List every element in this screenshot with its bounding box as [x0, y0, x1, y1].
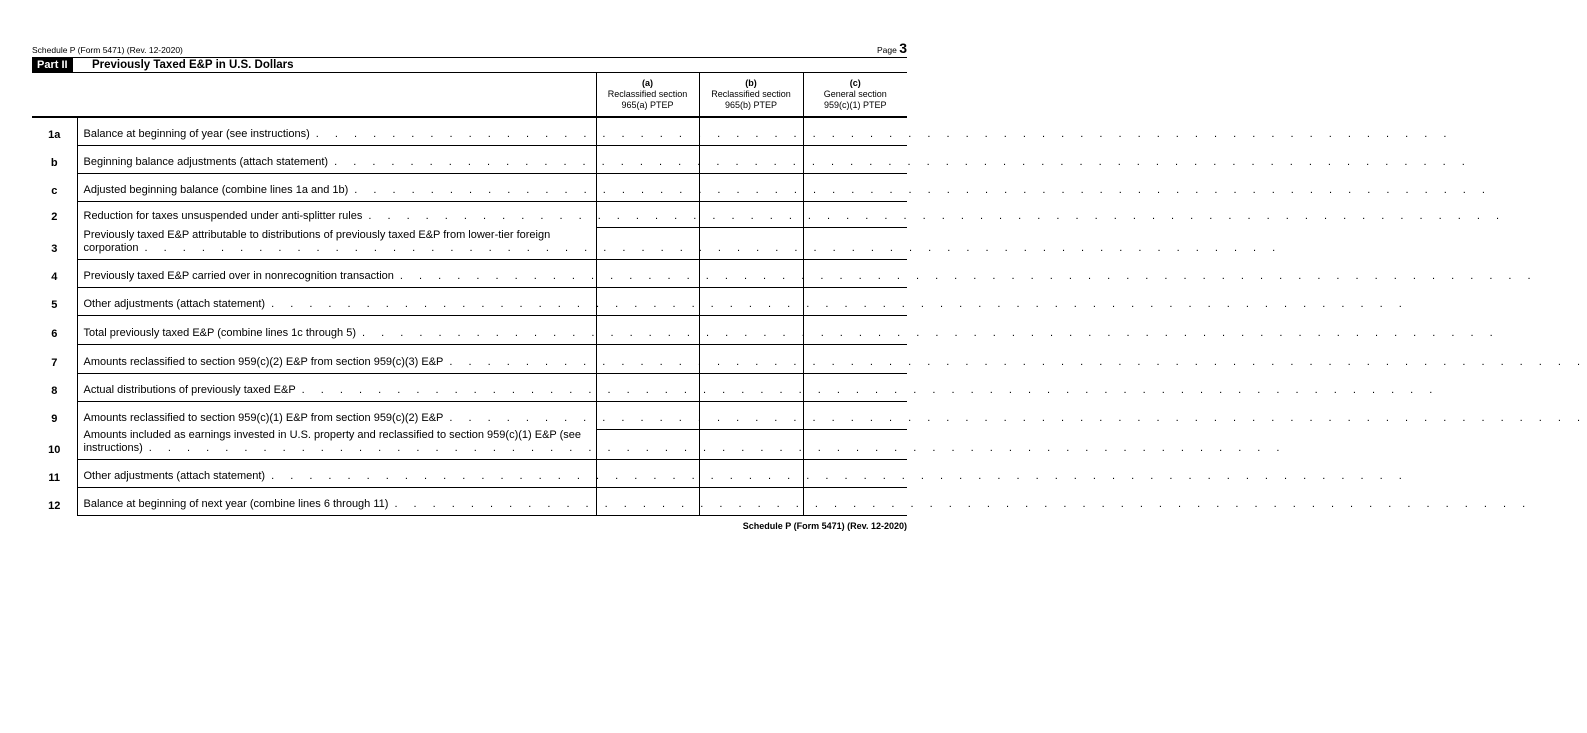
- line-number: 11: [48, 471, 61, 484]
- line-description: Actual distributions of previously taxed E&P: [83, 383, 296, 396]
- table-row: [32, 460, 907, 488]
- column-label: General section: [823, 88, 887, 99]
- part-header: [32, 57, 907, 73]
- table-row: [32, 201, 907, 227]
- description-cell: [77, 173, 1492, 201]
- line-description: Previously taxed E&P carried over in nonrecognition transaction: [83, 269, 394, 282]
- column-label: Reclassified section: [711, 88, 791, 99]
- line-description: Balance at beginning of next year (combine lines 6 through 11): [83, 498, 389, 510]
- footer-form-id: Schedule P (Form 5471) (Rev. 12-2020): [742, 521, 907, 531]
- column-label: 965(b) PTEP: [724, 99, 778, 110]
- dot-leader: . . . . . . . . . . . . . . . . . . . . . . . . . . . . . . . . . . . . . . . . . . . . . . . . . . . . . . . . . . . .: [271, 470, 1409, 482]
- table-row: [32, 259, 907, 287]
- table-row: [32, 173, 907, 201]
- line-description: Amounts reclassified to section 959(c)(1) E&P from section 959(c)(2) E&P: [83, 412, 444, 424]
- dot-leader: . . . . . . . . . . . . . . . . . . . . . . . . . . . . . . . . . . . . . . . . . . . . . . . . . . . . . . . . . . . .: [394, 498, 1532, 510]
- description-cell: [77, 315, 1500, 344]
- dot-leader: . . . . . . . . . . . . . . . . . . . . . . . . . . . . . . . . . . . . . . . . . . . . . . . . . . . . . . . . . . . .: [301, 383, 1439, 396]
- dot-leader: . . . . . . . . . . . . . . . . . . . . . . . . . . . . . . . . . . . . . . . . . . . . . . . . . . . . . . . . . . . .: [315, 127, 1453, 140]
- column-c-header: [803, 72, 907, 117]
- table-row: [32, 145, 907, 173]
- line-number: 9: [51, 413, 58, 425]
- description-cell: [77, 287, 1409, 315]
- table-row: [32, 401, 907, 429]
- description-cell: [77, 145, 1472, 173]
- page-label: Page: [876, 45, 897, 55]
- line-number: 10: [48, 443, 61, 456]
- part-title: Previously Taxed E&P in U.S. Dollars: [92, 59, 294, 71]
- line-description: Previously taxed E&P attributable to distributions of previously taxed E&P from lower-tier foreign: [83, 228, 551, 241]
- description-cell: [77, 227, 1282, 259]
- line-description: Adjusted beginning balance (combine lines 1a and 1b): [83, 183, 349, 196]
- line-number: 2: [51, 211, 58, 223]
- line-description: Amounts included as earnings invested in U.S. property and reclassified to section 959(c)(1) E&P (see: [83, 429, 581, 441]
- blank-header: [32, 72, 77, 117]
- table-row: [32, 315, 907, 344]
- table-row: [32, 287, 907, 315]
- column-letter: (b): [745, 77, 757, 88]
- column-a-header: [596, 72, 699, 117]
- description-cell: [77, 259, 1538, 287]
- dot-leader: . . . . . . . . . . . . . . . . . . . . . . . . . . . . . . . . . . . . . . . . . . . . . . . . . . . . . . . . . . . .: [362, 326, 1500, 339]
- description-cell: [77, 344, 1587, 373]
- line-number: 1a: [48, 129, 61, 141]
- table-row: [32, 344, 907, 373]
- line-number: 4: [51, 271, 58, 283]
- description-cell: [77, 401, 1587, 429]
- dot-leader: . . . . . . . . . . . . . . . . . . . . . . . . . . . . . . . . . . . . . . . . . . . . . . . . . . . . . . . . . . . .: [368, 210, 1506, 222]
- description-cell: [77, 201, 1506, 227]
- column-label: 965(a) PTEP: [621, 99, 674, 110]
- dot-leader: . . . . . . . . . . . . . . . . . . . . . . . . . . . . . . . . . . . . . . . . . . . . . . . . . . . . . . . . . . . .: [354, 183, 1492, 196]
- line-number: 12: [48, 499, 61, 512]
- table-row: [32, 373, 907, 401]
- line-number: 3: [51, 243, 58, 255]
- page-number-value: 3: [899, 40, 907, 56]
- table-row: [32, 429, 907, 460]
- dot-leader: . . . . . . . . . . . . . . . . . . . . . . . . . . . . . . . . . . . . . . . . . . . . . . . . . . . . . . . . . . . .: [449, 355, 1587, 368]
- column-letter: (c): [849, 77, 861, 88]
- line-description: Other adjustments (attach statement): [83, 297, 266, 310]
- line-description: Beginning balance adjustments (attach statement): [83, 155, 329, 168]
- line-description: Other adjustments (attach statement): [83, 470, 266, 482]
- dot-leader: . . . . . . . . . . . . . . . . . . . . . . . . . . . . . . . . . . . . . . . . . . . . . . . . . . . . . . . . . . . .: [148, 442, 1286, 454]
- line-description: Balance at beginning of year (see instructions): [83, 127, 310, 140]
- dot-leader: . . . . . . . . . . . . . . . . . . . . . . . . . . . . . . . . . . . . . . . . . . . . . . . . . . . . . . . . . . . .: [399, 269, 1538, 282]
- table-row: [32, 227, 907, 259]
- column-label: Reclassified section: [607, 88, 688, 99]
- description-cell: [77, 460, 1409, 488]
- line-number: c: [51, 185, 58, 197]
- page-number: [877, 40, 907, 56]
- blank-header: [77, 72, 596, 117]
- description-cell: [77, 429, 1286, 460]
- description-cell: [77, 488, 1532, 516]
- ptep-table: [32, 72, 1587, 516]
- line-number: 5: [51, 299, 58, 311]
- column-label: 959(c)(1) PTEP: [823, 99, 887, 110]
- dot-leader: . . . . . . . . . . . . . . . . . . . . . . . . . . . . . . . . . . . . . . . . . . . . . . . . . . . . . . . . . . . .: [334, 155, 1472, 168]
- line-number: 6: [51, 328, 58, 340]
- dot-leader: . . . . . . . . . . . . . . . . . . . . . . . . . . . . . . . . . . . . . . . . . . . . . . . . . . . . . . . . . . . .: [449, 412, 1587, 424]
- column-header-row: [32, 72, 907, 117]
- line-description: Total previously taxed E&P (combine lines 1c through 5): [83, 326, 356, 339]
- description-cell: [77, 117, 1453, 145]
- description-cell: [77, 373, 1439, 401]
- line-number: 7: [51, 357, 58, 369]
- table-row: [32, 488, 907, 516]
- line-description: Reduction for taxes unsuspended under anti-splitter rules: [83, 210, 363, 222]
- column-b-header: [699, 72, 803, 117]
- line-number: 8: [51, 385, 58, 397]
- line-description: Amounts reclassified to section 959(c)(2) E&P from section 959(c)(3) E&P: [83, 355, 444, 368]
- form-id: Schedule P (Form 5471) (Rev. 12-2020): [32, 45, 183, 55]
- table-row: [32, 117, 907, 145]
- column-letter: (a): [642, 77, 653, 88]
- line-description-cont: instructions): [83, 442, 143, 454]
- dot-leader: . . . . . . . . . . . . . . . . . . . . . . . . . . . . . . . . . . . . . . . . . . . . . . . . . . . . . . . . . . . .: [271, 297, 1409, 310]
- part-label: Part II: [32, 58, 73, 72]
- line-description-cont: corporation: [83, 241, 139, 254]
- line-number: b: [50, 157, 58, 169]
- dot-leader: . . . . . . . . . . . . . . . . . . . . . . . . . . . . . . . . . . . . . . . . . . . . . . . . . . . . . . . . . . . .: [144, 241, 1282, 254]
